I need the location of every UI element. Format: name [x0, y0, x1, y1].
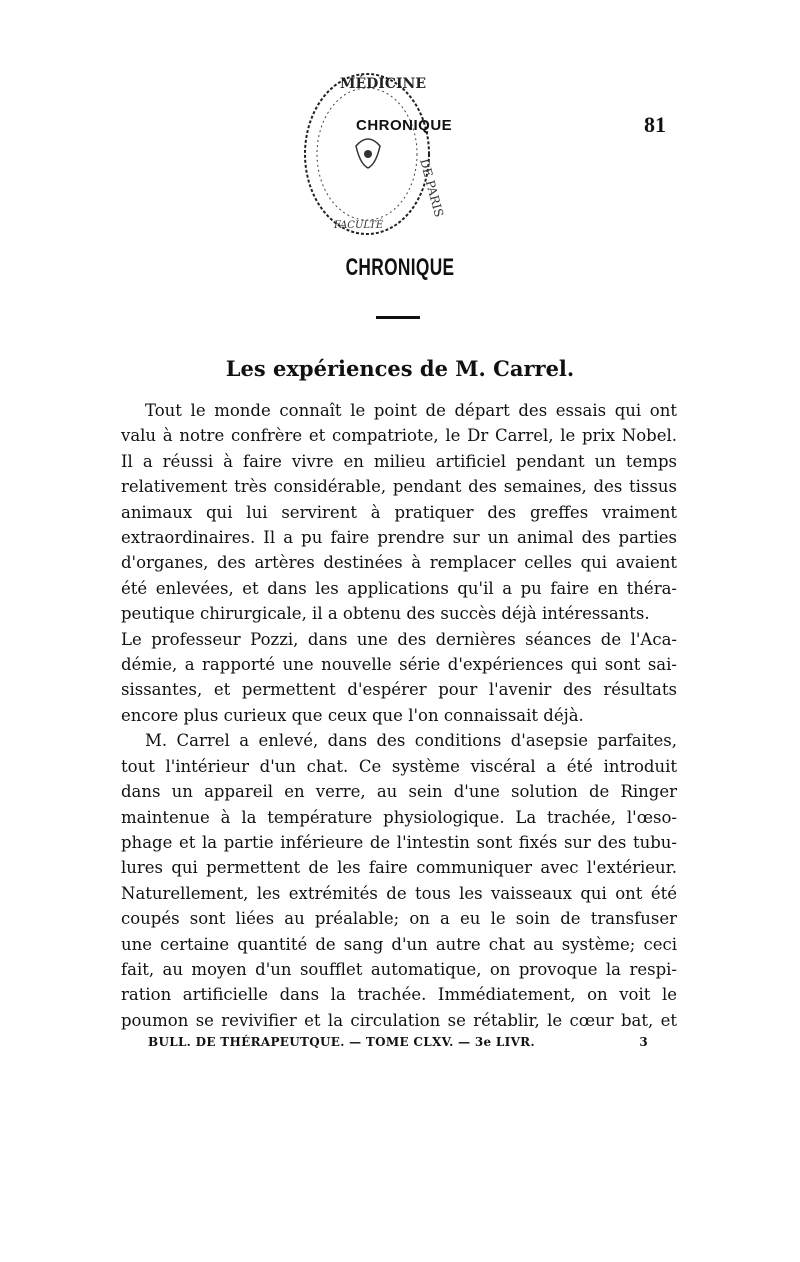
text-line: été enlevées, et dans les applications qu'il a pu faire en théra-: [121, 578, 677, 598]
text-line: Il a réussi à faire vivre en milieu artificiel pendant un temps: [121, 451, 677, 471]
text-line: Le professeur Pozzi, dans une des dernières séances de l'Aca-: [121, 629, 677, 649]
page-footer: [148, 1035, 648, 1049]
text-line: ration artificielle dans la trachée. Immédiatement, on voit le: [121, 985, 677, 1005]
footer-signature-number: 3: [639, 1035, 648, 1049]
text-line: M. Carrel a enlevé, dans des conditions d'asepsie parfaites,: [145, 731, 677, 751]
text-line: maintenue à la température physiologique. La trachée, l'œso-: [121, 807, 677, 827]
text-line: valu à notre confrère et compatriote, le Dr Carrel, le prix Nobel.: [121, 426, 677, 446]
text-line: fait, au moyen d'un soufflet automatique, on provoque la respi-: [121, 959, 677, 979]
text-line: phage et la partie inférieure de l'intestin sont fixés sur des tubu-: [121, 832, 677, 852]
text-line: encore plus curieux que ceux que l'on connaissait déjà.: [121, 705, 584, 725]
stamp-text-top: MÉDICINE: [340, 76, 427, 92]
section-title: CHRONIQUE: [345, 254, 455, 281]
text-line: Naturellement, les extrémités de tous les vaisseaux qui ont été: [121, 883, 677, 903]
running-head: CHRONIQUE: [356, 117, 453, 134]
library-stamp: [298, 68, 447, 240]
text-line: coupés sont liées au préalable; on a eu le soin de transfuser: [121, 909, 677, 929]
title-rule: [376, 316, 420, 319]
article-title: Les expériences de M. Carrel.: [225, 356, 575, 381]
text-line: Tout le monde connaît le point de départ des essais qui ont: [145, 401, 677, 420]
stamp-text-bottom: FACULTÉ: [334, 220, 384, 231]
page-number: 81: [644, 112, 666, 137]
stamp-text-right: DE PARIS: [417, 157, 447, 219]
text-line: relativement très considérable, pendant des semaines, des tissus: [121, 477, 677, 497]
text-line: poumon se revivifier et la circulation se rétablir, le cœur bat, et: [121, 1010, 677, 1030]
text-line: une certaine quantité de sang d'un autre chat au système; ceci: [121, 934, 677, 954]
text-line: animaux qui lui servirent à pratiquer des greffes vraiment: [121, 502, 677, 522]
footer-journal-info: BULL. DE THÉRAPEUTQUE. — TOME CLXV. — 3e LIVR.: [148, 1035, 535, 1049]
text-line: dans un appareil en verre, au sein d'une solution de Ringer: [121, 782, 677, 802]
text-line: lures qui permettent de les faire communiquer avec l'extérieur.: [121, 858, 677, 878]
text-line: démie, a rapporté une nouvelle série d'expériences qui sont sai-: [121, 655, 677, 675]
text-line: d'organes, des artères destinées à remplacer celles qui avaient: [121, 553, 677, 573]
text-line: sissantes, et permettent d'espérer pour l'avenir des résultats: [121, 680, 677, 700]
text-line: extraordinaires. Il a pu faire prendre sur un animal des parties: [121, 528, 677, 548]
text-line: tout l'intérieur d'un chat. Ce système viscéral a été introduit: [121, 756, 677, 776]
text-line: peutique chirurgicale, il a obtenu des succès déjà intéressants.: [121, 604, 650, 624]
article-body: [121, 398, 677, 1033]
